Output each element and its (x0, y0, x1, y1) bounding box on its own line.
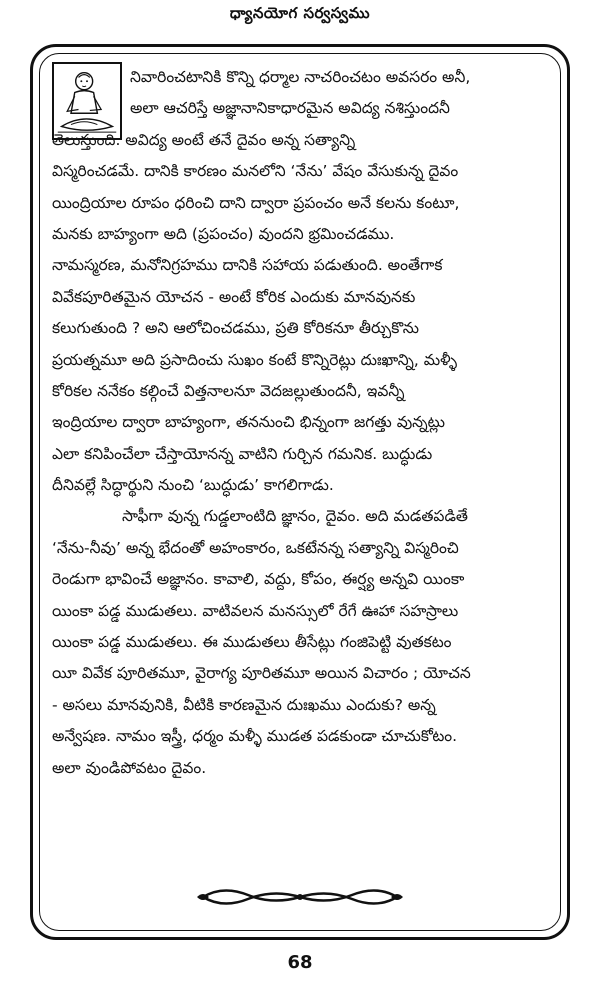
text-line: రెండుగా భావించే అజ్ఞానం. కావాలి, వద్దు, కోపం, ఈర్ష్య అన్నవి యింకా (52, 570, 465, 589)
text-line: యింద్రియాల రూపం ధరించి దాని ద్వారా ప్రపంచం అనే కలను కంటూ, (52, 193, 460, 212)
text-line: దీనివల్లే సిద్ధార్థుని నుంచి ‘బుద్ధుడు’ కాగలిగాడు. (52, 476, 334, 495)
text-line: కలుగుతుంది ? అని ఆలోచించడము, ప్రతి కోరికనూ తీర్చుకొను (52, 319, 420, 338)
text-line: నామస్మరణ, మనోనిగ్రహము దానికి సహాయ పడుతుంది. అంతేగాక (52, 256, 443, 275)
text-line: ‘నేను-నీవు’ అన్న భేదంతో అహంకారం, ఒకటేనన్న సత్యాన్ని విస్మరించి (52, 538, 459, 557)
text-line: యింకా పడ్డ ముడుతలు. వాటివలన మనస్సులో రేగే ఊహా సహస్రాలు (52, 601, 459, 620)
text-line: మనకు బాహ్యంగా అది (ప్రపంచం) వుందని భ్రమించడము. (52, 224, 395, 243)
text-line: అలా ఆచరిస్తే అజ్ఞానానికాధారమైన అవిద్య నశిస్తుందనీ (130, 99, 450, 118)
text-line: ప్రయత్నమూ అది ప్రసాదించు సుఖం కంటే కొన్నిరెట్లు దుఃఖాన్ని, మళ్ళీ (52, 350, 458, 369)
text-line: కోరికల ననేకం కల్గించే విత్తనాలనూ వెదజల్లుతుందనీ, ఇవన్నీ (52, 381, 405, 400)
ornament-divider-icon (195, 882, 405, 912)
text-line: నివారించటానికి కొన్ని ధర్మాల నాచరించటం అవసరం అనీ, (130, 68, 471, 86)
body-text (52, 62, 550, 784)
text-line: యింకా పడ్డ ముడుతలు. ఈ ముడుతలు తీసేట్లు గంజిపెట్టి వుతకటం (52, 633, 452, 652)
text-line: అన్వేషణ. నామం ఇస్త్రీ, ధర్మం మళ్ళీ ముడత పడకుండా చూచుకోటం. (52, 727, 458, 746)
text-line: యీ వివేక పూరితమూ, వైరాగ్య పూరితమూ అయిన విచారం ; యోచన (52, 664, 471, 683)
text-line: విస్మరించడమే. దానికి కారణం మనలోని ‘నేను’ వేషం వేసుకున్న దైవం (52, 162, 459, 181)
text-line: ఇంద్రియాల ద్వారా బాహ్యంగా, తననుంచి భిన్నంగా జగత్తు వున్నట్లు (52, 413, 445, 432)
text-line: ఎలా కనిపించేలా చేస్తాయోనన్న వాటిని గుర్చిన గమనిక. బుద్ధుడు (52, 444, 433, 463)
page-header-title: ధ్యానయోగ సర్వస్వము (229, 4, 371, 22)
text-line: సాఫీగా వున్న గుడ్డలాంటిది జ్ఞానం, దైవం. అది మడతపడితే (122, 507, 468, 526)
text-line: తెలుస్తుంది. అవిద్య అంటే తనే దైవం అన్న సత్యాన్ని (52, 130, 356, 149)
text-line: వివేకపూరితమైన యోచన - అంటే కోరిక ఎందుకు మానవునకు (52, 287, 416, 306)
page-number: 68 (287, 952, 313, 973)
text-line: అలా వుండిపోవటం దైవం. (52, 758, 207, 777)
text-line: - అసలు మానవునికి, వీటికి కారణమైన దుఃఖము ఎందుకు? అన్న (52, 695, 436, 714)
